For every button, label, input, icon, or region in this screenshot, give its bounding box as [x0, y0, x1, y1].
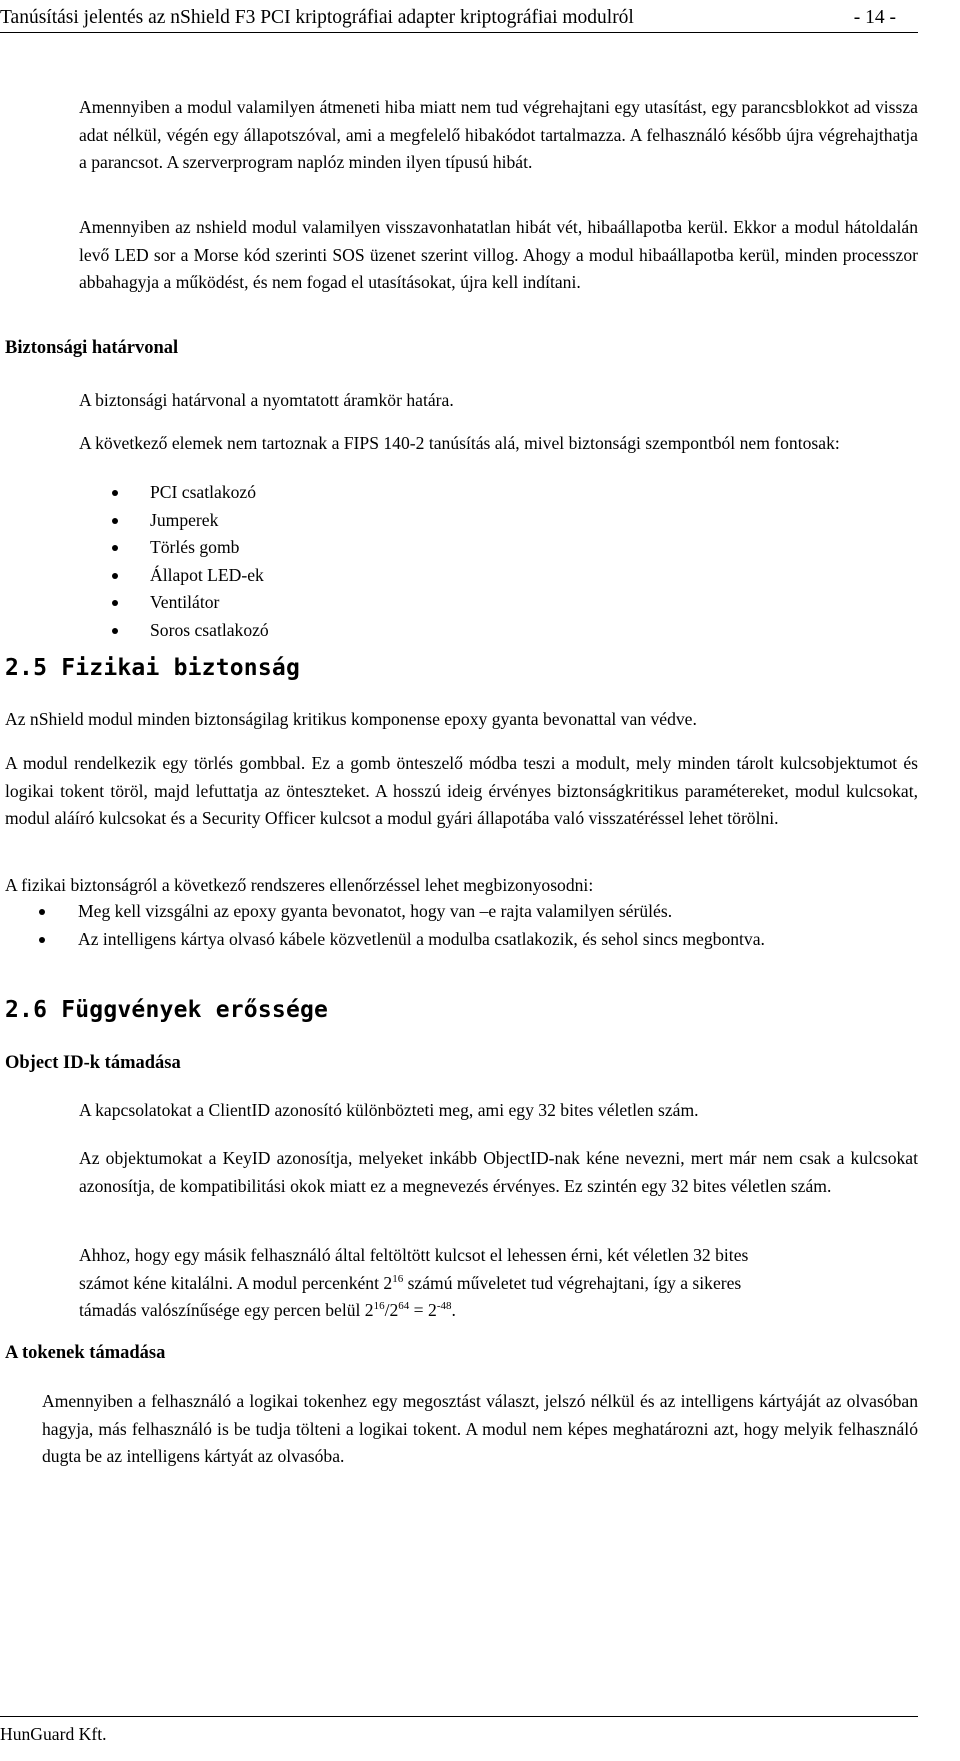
list-item: Jumperek — [79, 507, 679, 535]
list-item: Állapot LED-ek — [79, 562, 679, 590]
bullet-icon — [39, 937, 45, 943]
heading-objectid-attack: Object ID-k támadása — [5, 1053, 181, 1073]
paragraph-token-sharing: Amennyiben a felhasználó a logikai tokenhez egy megosztást választ, jelszó nélkül és az intelligens kártyáját az olvasóban hagyja, más felhasználó is be tudja tölteni a logikai tokent. A modul nem képes meghatározni azt, hogy melyik felhasználó dugta be az intelligens kártyát az olvasóba. — [42, 1391, 918, 1466]
paragraph-guess-probability: Ahhoz, hogy egy másik felhasználó által feltöltött kulcsot el lehessen érni, két véletlen 32 bites számot kéne kitalálni. A modul percenként $2^{16}$ számú műveletet tud végrehajtani, így a sikeres támadás valószínűsége egy percen belül $2^{16}/2^{64} = 2^{-48}$. — [79, 1245, 749, 1320]
section-heading-function-strength: 2.6 Függvények erőssége — [5, 997, 329, 1023]
list-item: Soros csatlakozó — [79, 617, 679, 645]
paragraph-transient-error: Amennyiben a modul valamilyen átmeneti hiba miatt nem tud végrehajtani egy utasítást, egy parancsblokkot ad vissza adat nélkül, végén egy állapotszóval, ami a megfelelő hibakódot tartalmazza. A felhasználó később újra végrehajthatja a parancsot. A szerverprogram naplóz minden ilyen típusú hibát. — [79, 97, 918, 172]
bullet-icon — [112, 573, 118, 579]
paragraph-boundary-definition: A biztonsági határvonal a nyomtatott áramkör határa. — [79, 390, 454, 410]
page-number: - 14 - — [853, 7, 896, 28]
paragraph-epoxy: Az nShield modul minden biztonságilag kritikus komponense epoxy gyanta bevonattal van védve. — [5, 709, 697, 729]
paragraph-clientid: A kapcsolatokat a ClientID azonosító különbözteti meg, ami egy 32 bites véletlen szám. — [79, 1100, 699, 1120]
paragraph-physical-check-intro: A fizikai biztonságról a következő rendszeres ellenőrzéssel lehet megbizonyosodni: — [5, 875, 594, 895]
paragraph-erase-button: A modul rendelkezik egy törlés gombbal. Ez a gomb önteszelő módba teszi a modult, mely minden tárolt kulcsobjektumot és logikai tokent töröl, majd lefuttatja az önteszteket. A hosszú ideig érvényes biztonságkritikus paramétereket, modul kulcsokat, modul aláíró kulcsokat és a Security Officer kulcsot a modul gyári állapotába való visszatéréssel lehet törölni. — [5, 753, 918, 828]
bullet-icon — [39, 909, 45, 915]
list-item: Az intelligens kártya olvasó kábele közvetlenül a modulba csatlakozik, és sehol sincs megbontva. — [5, 926, 918, 954]
bullet-icon — [112, 518, 118, 524]
bullet-icon — [112, 628, 118, 634]
heading-token-attack: A tokenek támadása — [5, 1343, 166, 1363]
paragraph-excluded-intro: A következő elemek nem tartoznak a FIPS 140-2 tanúsítás alá, mivel biztonsági szempontból nem fontosak: — [79, 433, 840, 453]
list-item: PCI csatlakozó — [79, 479, 679, 507]
physical-checks-list — [5, 898, 918, 953]
footer-company: HunGuard Kft. — [0, 1724, 107, 1744]
list-item: Törlés gomb — [79, 534, 679, 562]
section-heading-physical-security: 2.5 Fizikai biztonság — [5, 655, 300, 681]
page-header — [0, 4, 918, 33]
excluded-items-list — [79, 479, 679, 644]
paragraph-fatal-error: Amennyiben az nshield modul valamilyen visszavonhatatlan hibát vét, hibaállapotba kerül. Ekkor a modul hátoldalán levő LED sor a Morse kód szerinti SOS üzenet szerint villog. Ahogy a modul hibaállapotba kerül, minden processzor abbahagyja a működést, és nem fogad el utasításokat, újra kell indítani. — [79, 217, 918, 292]
list-item: Ventilátor — [79, 589, 679, 617]
bullet-icon — [112, 545, 118, 551]
heading-security-boundary: Biztonsági határvonal — [5, 338, 179, 358]
paragraph-keyid: Az objektumokat a KeyID azonosítja, melyeket inkább ObjectID-nak kéne nevezni, mert már nem csak a kulcsokat azonosítja, de kompatibilitási okok miatt ez a megnevezés érvényes. Ez szintén egy 32 bites véletlen szám. — [79, 1148, 918, 1196]
bullet-icon — [112, 490, 118, 496]
document-title: Tanúsítási jelentés az nShield F3 PCI kriptográfiai adapter kriptográfiai modulról — [0, 7, 634, 28]
bullet-icon — [112, 600, 118, 606]
page-footer — [0, 1716, 918, 1749]
list-item: Meg kell vizsgálni az epoxy gyanta bevonatot, hogy van –e rajta valamilyen sérülés. — [5, 898, 918, 926]
